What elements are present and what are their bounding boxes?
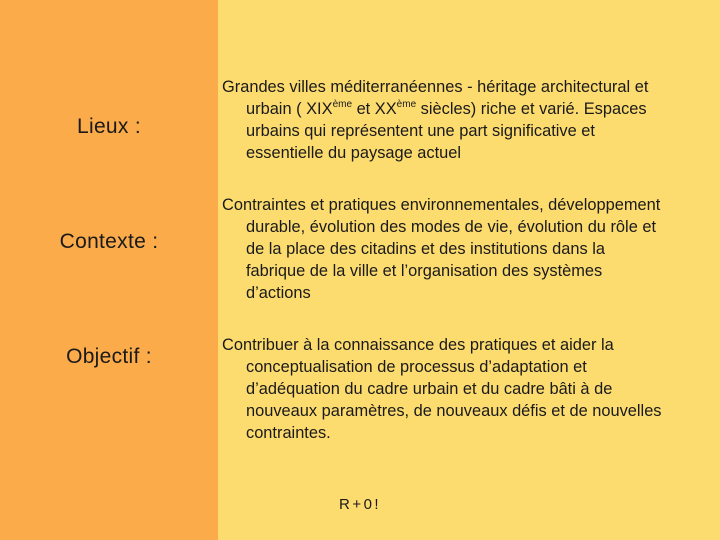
objectif-paragraph bbox=[222, 334, 708, 444]
objectif-line-2: conceptualisation de processus d’adaptation et bbox=[246, 358, 587, 376]
contexte-line-1: Contraintes et pratiques environnementales, développement bbox=[222, 196, 661, 214]
superscript-eme-20: ème bbox=[396, 99, 417, 110]
objectif-line-3: d’adéquation du cadre urbain et du cadre bâti à de bbox=[246, 380, 613, 398]
lieux-line-2-start: urbain ( XIX bbox=[246, 100, 333, 118]
lieux-line-3: urbains qui représentent une part significative et bbox=[246, 122, 595, 140]
lieux-line-4: essentielle du paysage actuel bbox=[246, 144, 462, 162]
superscript-eme-19: ème bbox=[332, 99, 353, 110]
lieux-line-2 bbox=[222, 98, 708, 120]
left-panel bbox=[0, 0, 218, 540]
lieux-line-2-end: siècles) riche et varié. Espaces bbox=[416, 100, 647, 118]
footer-note: R+0! bbox=[339, 496, 382, 513]
contexte-line-4: fabrique de la ville et l’organisation des systèmes bbox=[246, 262, 603, 280]
contexte-line-2: durable, évolution des modes de vie, évolution du rôle et bbox=[246, 218, 657, 236]
objectif-line-5: contraintes. bbox=[246, 424, 331, 442]
contexte-paragraph bbox=[222, 194, 708, 304]
objectif-line-1: Contribuer à la connaissance des pratiques et aider la bbox=[222, 336, 614, 354]
lieux-paragraph bbox=[222, 76, 708, 164]
lieux-line-2-middle: et XX bbox=[352, 100, 397, 118]
label-lieux: Lieux : bbox=[77, 115, 141, 138]
label-contexte: Contexte : bbox=[59, 230, 159, 253]
contexte-line-3: de la place des citadins et des institutions dans la bbox=[246, 240, 605, 258]
objectif-line-4: nouveaux paramètres, de nouveaux défis et de nouvelles bbox=[246, 402, 662, 420]
lieux-line-1: Grandes villes méditerranéennes - héritage architectural et bbox=[222, 78, 649, 96]
label-objectif: Objectif : bbox=[66, 345, 152, 368]
contexte-line-5: d’actions bbox=[246, 284, 311, 302]
